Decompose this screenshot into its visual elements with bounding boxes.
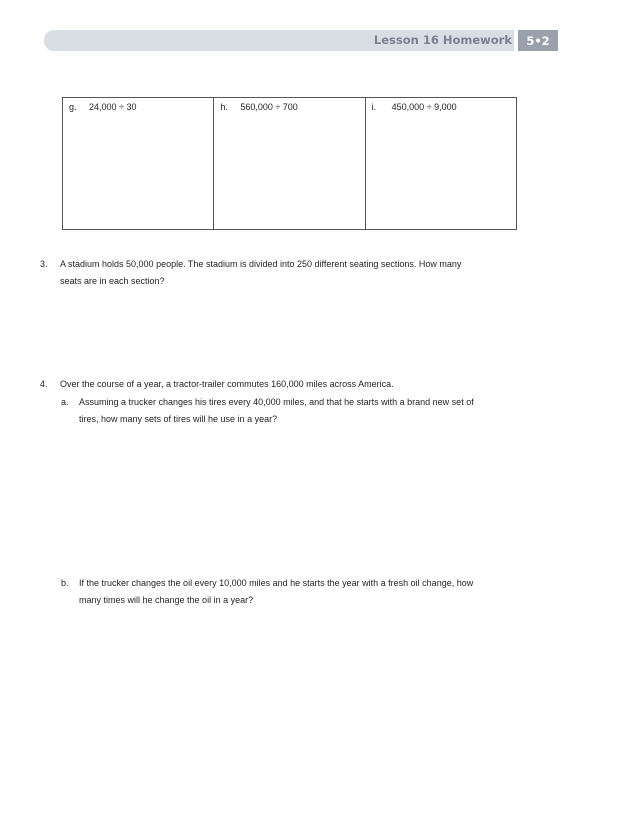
problem-expression: 24,000 ÷ 30: [89, 102, 137, 112]
problem-letter: g.: [69, 102, 77, 112]
subquestion-text: Assuming a trucker changes his tires every 40,000 miles, and that he starts with a brand new set of: [79, 397, 474, 407]
lesson-title: Lesson 16 Homework: [373, 33, 512, 47]
question-text: A stadium holds 50,000 people. The stadium is divided into 250 different seating sections. How many: [60, 259, 462, 269]
problem-expression: 560,000 ÷ 700: [240, 102, 298, 112]
subquestion-letter: b.: [61, 578, 69, 588]
question-number: 3.: [40, 259, 48, 269]
question-number: 4.: [40, 379, 48, 389]
division-problems-table: [62, 97, 517, 230]
question-3: [40, 256, 600, 290]
problem-cell-i: [365, 98, 516, 230]
table-row: [63, 98, 517, 230]
problem-letter: h.: [220, 102, 228, 112]
problem-cell-h: [214, 98, 365, 230]
question-4b: [61, 575, 601, 609]
subquestion-text-continued: tires, how many sets of tires will he use in a year?: [79, 414, 278, 424]
problem-letter: i.: [371, 102, 377, 112]
problem-expression: 450,000 ÷ 9,000: [391, 102, 457, 112]
question-text-continued: seats are in each section?: [60, 276, 165, 286]
problem-cell-g: [63, 98, 214, 230]
grade-module-badge: 5•2: [518, 30, 558, 51]
question-4a: [61, 394, 601, 428]
subquestion-letter: a.: [61, 397, 69, 407]
question-text: Over the course of a year, a tractor-trailer commutes 160,000 miles across America.: [60, 379, 394, 389]
subquestion-text: If the trucker changes the oil every 10,000 miles and he starts the year with a fresh oil change, how: [79, 578, 474, 588]
subquestion-text-continued: many times will he change the oil in a year?: [79, 595, 254, 605]
question-4: [40, 376, 600, 393]
